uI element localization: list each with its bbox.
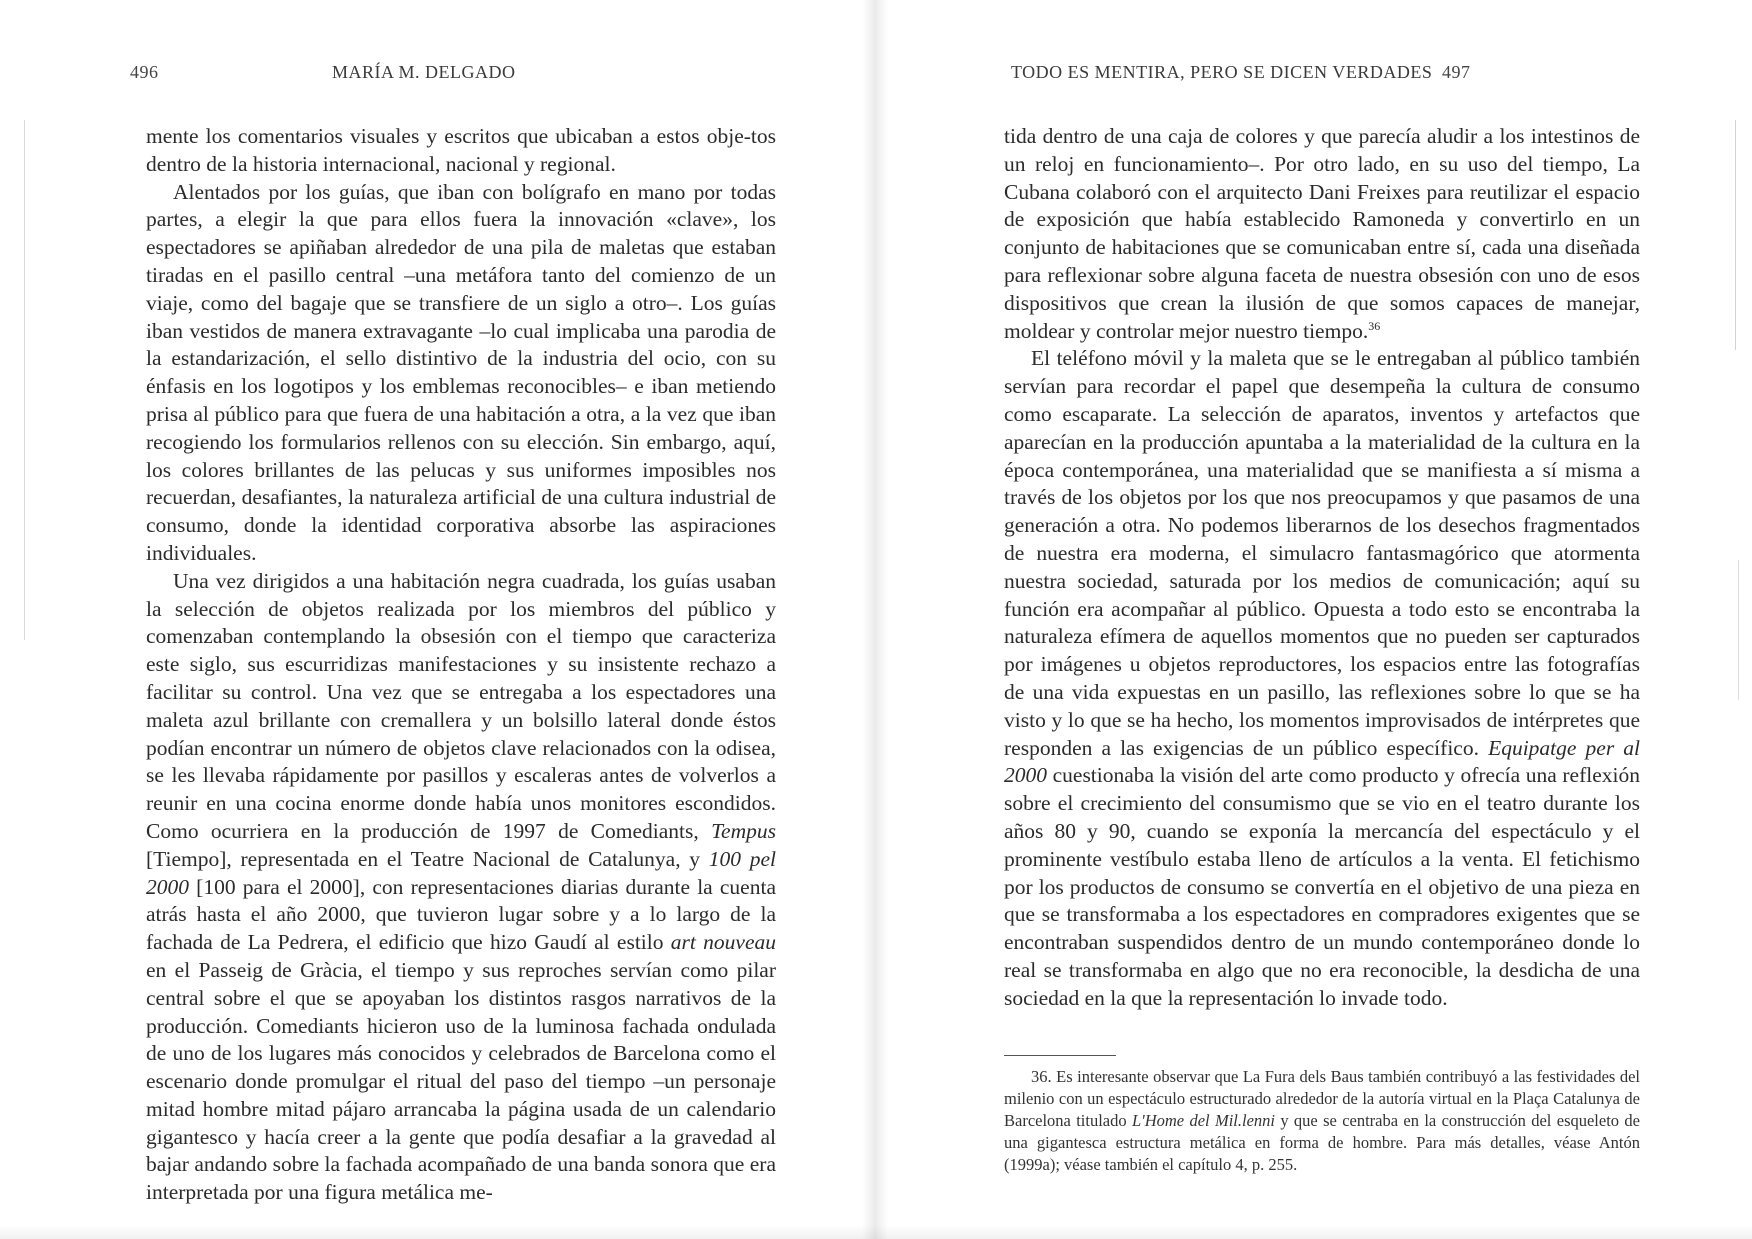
text-run: tida dentro de una caja de colores y que parecía aludir a los intestinos de un reloj en funcionamiento–. Por otro lado, en su uso del tiempo, La Cubana colaboró con el arquitecto Dani Freixes para reutilizar el espacio de exposición que había establecido Ramoneda y convertirlo en un conjunto de habitaciones que se comunicaban entre sí, cada una diseñada para reflexionar sobre alguna faceta de nuestra obsesión con uno de esos dispositivos que crean la ilusión de que somos capaces de manejar, moldear y controlar mejor nuestro tiempo. [1004, 124, 1640, 343]
paragraph [146, 568, 776, 1207]
right-page [880, 0, 1752, 1239]
text-run: Una vez dirigidos a una habitación negra cuadrada, los guías usaban la selección de objetos realizada por los miembros del público y comenzaban contemplando la obsesión con el tiempo que caracteriza este siglo, sus escurridizas manifestaciones y su insistente rechazo a facilitar su control. Una vez que se entregaba a los espectadores una maleta azul brillante con cremallera y un bolsillo lateral donde éstos podían encontrar un número de objetos clave relacionados con la odisea, se les llevaba rápidamente por pasillos y escaleras antes de volverlos a reunir en una cocina enorme donde había unos monitores escondidos. Como ocurriera en la producción de 1997 de Comediants, [146, 568, 776, 843]
paragraph [146, 179, 776, 568]
text-run: Alentados por los guías, que iban con bolígrafo en mano por todas partes, a elegir la que para ellos fuera la innovación «clave», los espectadores se apiñaban alrededor de una pila de maletas que estaban tiradas en el pasillo central –una metáfora tanto del comienzo de un viaje, como del bagaje que se transfiere de un siglo a otro–. Los guías iban vestidos de manera extravagante –lo cual implicaba una parodia de la estandarización, el sello distintivo de la industria del ocio, con su énfasis en los logotipos y los emblemas reconocibles– e iban metiendo prisa al público para que fuera de una habitación a otra, a la vez que iban recogiendo los formularios rellenos con su elección. Sin embargo, aquí, los colores brillantes de las pelucas y sus uniformes imposibles nos recuerdan, desafiantes, la naturaleza artificial de una cultura industrial de consumo, donde la identidad corporativa absorbe las aspiraciones individuales. [146, 179, 776, 565]
left-page-number: 496 [130, 62, 159, 82]
footnote-separator [1004, 1055, 1116, 1056]
paragraph [1004, 123, 1640, 345]
text-run: mente los comentarios visuales y escritos que ubicaban a estos obje-tos dentro de la historia internacional, nacional y regional. [146, 124, 776, 176]
text-run: y que se centraba en la construcción del esqueleto de una gigantesca estructura metálica en forma de hombre. Para más detalles, véase Antón (1999a); véase también el capítulo 4, p. 255. [1004, 1111, 1640, 1174]
paragraph [146, 123, 776, 179]
footnote-reference: 36 [1368, 318, 1381, 333]
paragraph [1004, 345, 1640, 1012]
text-run: en el Passeig de Gràcia, el tiempo y sus reproches servían como pilar central sobre el que se apoyaban los distintos rasgos narrativos de la producción. Comediants hicieron uso de la luminosa fachada ondulada de uno de los lugares más conocidos y celebrados de Barcelona como el escenario donde promulgar el ritual del paso del tiempo –un personaje mitad hombre mitad pájaro arrancaba la página usada de un calendario gigantesco y hacía creer a la gente que podía desafiar a la gravedad al bajar andando sobre la fachada acompañado de una banda sonora que era interpretada por una figura metálica me- [146, 957, 776, 1205]
italic-title: Tempus [711, 818, 776, 843]
right-body-text [1004, 123, 1640, 1013]
left-running-head: MARÍA M. DELGADO [332, 62, 516, 82]
italic-title: 100 pel 2000 [146, 846, 776, 899]
italic-title: Equipatge per al 2000 [1004, 735, 1640, 788]
left-body-text [146, 123, 776, 1207]
left-page [0, 0, 870, 1239]
text-run: cuestionaba la visión del arte como producto y ofrecía una reflexión sobre el crecimiento del consumismo que se vio en el teatro durante los años 80 y 90, cuando se exponía la mercancía del espectáculo y el prominente vestíbulo estaba lleno de artículos a la venta. El fetichismo por los productos de consumo se convertía en el objetivo de una pieza en que se transformaba a los espectadores en compradores exigentes que se encontraban suspendidos dentro de un mundo contemporáneo donde lo real se transformaba en algo que no era reconocible, la desdicha de una sociedad en la que la representación lo invade todo. [1004, 763, 1640, 1010]
footnote [1004, 1066, 1640, 1176]
right-page-number: 497 [1442, 62, 1471, 82]
italic-title: art nouveau [670, 930, 776, 955]
footnote-text [1004, 1066, 1640, 1176]
text-run: [Tiempo], representada en el Teatre Nacional de Catalunya, y [146, 846, 709, 871]
text-run: El teléfono móvil y la maleta que se le entregaban al público también servían para recordar el papel que desempeña la cultura de consumo como escaparate. La selección de aparatos, inventos y artefactos que aparecían en la producción apuntaba a la materialidad de la cultura en la época contemporánea, una materialidad que se manifiesta a sí misma a través de los objetos por los que nos preocupamos y que pasamos de una generación a otra. No podemos liberarnos de los desechos fragmentados de nuestra era moderna, el simulacro fantasmagórico que atormenta nuestra sociedad, saturada por los medios de comunicación; aquí su función era acompañar al público. Opuesta a todo esto se encontraba la naturaleza efímera de aquellos momentos que no pueden ser capturados por imágenes u objetos reproductores, los espacios entre las fotografías de una vida expuestas en un pasillo, las reflexiones sobre lo que se ha visto y lo que se ha hecho, los momentos improvisados de intérpretes que responden a las exigencias de un público específico. [1004, 346, 1640, 760]
text-run: [100 para el 2000], con representaciones diarias durante la cuenta atrás hasta el año 2000, que tuvieron lugar sobre y a lo largo de la fachada de La Pedrera, el edificio que hizo Gaudí al estilo [146, 874, 776, 955]
right-running-head: TODO ES MENTIRA, PERO SE DICEN VERDADES [1011, 62, 1433, 82]
italic-title: L'Home del Mil.lenni [1131, 1111, 1275, 1130]
scan-bottom-shadow [0, 1225, 1752, 1239]
text-run: 36. Es interesante observar que La Fura dels Baus también contribuyó a las festividades del milenio con un espectáculo estructurado alrededor de la autoría virtual en la Plaça Catalunya de Barcelona titulado [1004, 1067, 1640, 1130]
